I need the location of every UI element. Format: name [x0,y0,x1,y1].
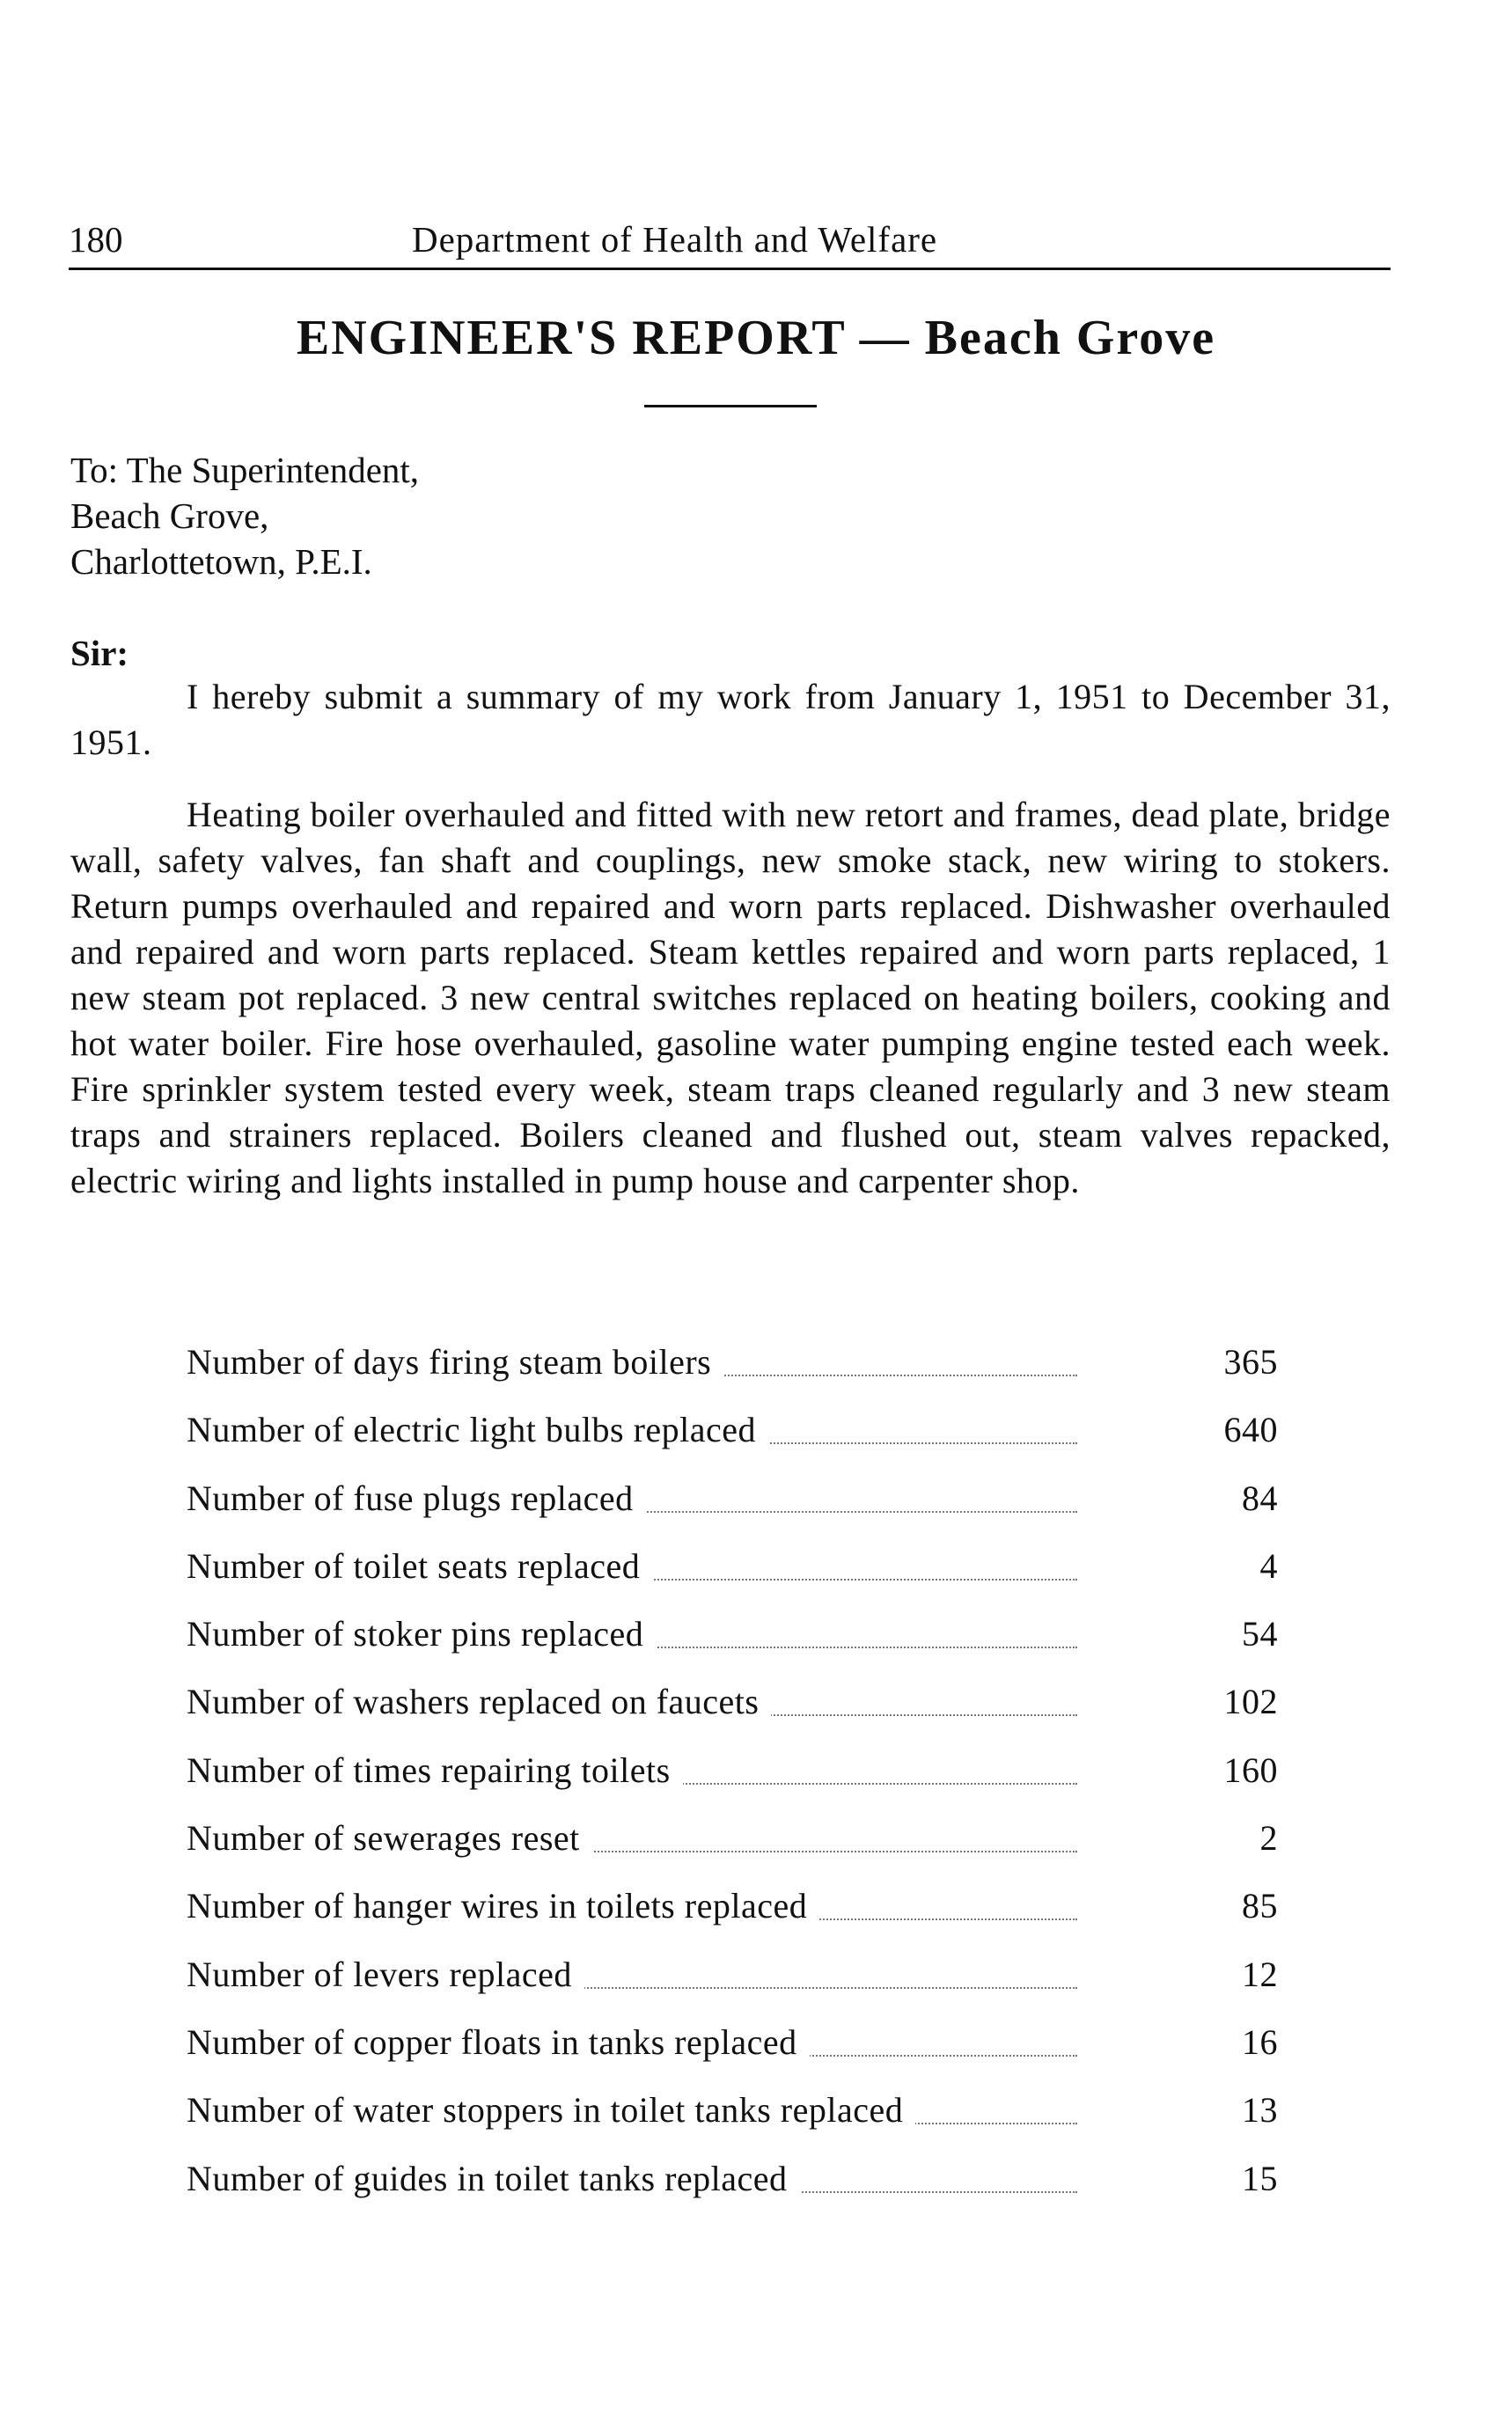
stat-value: 102 [1223,1682,1278,1722]
stat-value: 84 [1242,1478,1278,1518]
stat-value: 16 [1242,2021,1278,2062]
stat-value: 160 [1223,1749,1278,1790]
stat-label: Number of toilet seats replaced [187,1545,652,1591]
stat-row [187,1409,1278,1477]
stat-row [187,1681,1278,1749]
stat-value: 640 [1223,1410,1278,1450]
stat-label: Number of times repairing toilets [187,1749,683,1795]
stat-row [187,2158,1278,2226]
stat-label: Number of washers replaced on faucets [187,1681,771,1727]
running-head: Department of Health and Welfare [412,219,938,260]
stat-label: Number of hanger wires in toilets replaced [187,1885,819,1931]
stat-value: 12 [1242,1954,1278,1994]
stat-row [187,1613,1278,1681]
stat-value: 2 [1259,1818,1278,1859]
stat-label: Number of copper floats in tanks replaced [187,2021,810,2067]
stat-value: 365 [1223,1342,1278,1382]
stat-row [187,1954,1278,2021]
address-block [70,447,419,584]
stat-row [187,1749,1278,1817]
stat-value: 85 [1242,1886,1278,1926]
title-rule [644,405,817,407]
page-header [69,215,1391,270]
page-number: 180 [69,219,123,260]
intro-paragraph: I hereby submit a summary of my work from January 1, 1951 to December 31, 1951. [70,677,1391,762]
work-summary-paragraph: Heating boiler overhauled and fitted with new retort and frames, dead plate, bridge wall, safety valves, fan shaft and couplings, new smoke stack, new wiring to stokers. Return pumps overhauled and repaired and worn parts replaced. Dishwasher overhauled and repaired and worn parts replaced. Steam kettles repaired and worn parts replaced, 1 new steam pot replaced. 3 new central switches replaced on heating boilers, cooking and hot water boiler. Fire hose overhauled, gasoline water pumping engine tested each week. Fire sprinkler system tested every week, steam traps cleaned regularly and 3 new steam traps and strainers replaced. Boilers cleaned and flushed out, steam valves repacked, electric wiring and lights installed in pump house and carpenter shop. [70,795,1391,1200]
stat-row [187,1341,1278,1409]
stat-label: Number of sewerages reset [187,1817,592,1863]
stat-row [187,1817,1278,1885]
stat-value: 13 [1242,2090,1278,2131]
stat-label: Number of guides in toilet tanks replaced [187,2158,800,2204]
stat-label: Number of days firing steam boilers [187,1341,723,1387]
stat-label: Number of water stoppers in toilet tanks replaced [187,2089,915,2135]
salutation: Sir: [70,633,129,673]
address-line: To: The Superintendent, [70,450,420,490]
stat-value: 4 [1259,1545,1278,1586]
stat-label: Number of fuse plugs replaced [187,1478,646,1523]
stat-label: Number of electric light bulbs replaced [187,1409,768,1455]
stat-row [187,2089,1278,2157]
stat-row [187,2021,1278,2089]
stat-row [187,1545,1278,1613]
stat-value: 54 [1242,1614,1278,1654]
report-title: ENGINEER'S REPORT — Beach Grove [296,311,1216,365]
address-line: Beach Grove, [70,495,269,536]
stat-label: Number of stoker pins replaced [187,1613,656,1659]
address-line: Charlottetown, P.E.I. [70,541,372,582]
stat-value: 15 [1242,2158,1278,2198]
stat-label: Number of levers replaced [187,1954,584,1999]
statistics-list [187,1341,1278,2226]
stat-row [187,1478,1278,1545]
stat-row [187,1885,1278,1953]
